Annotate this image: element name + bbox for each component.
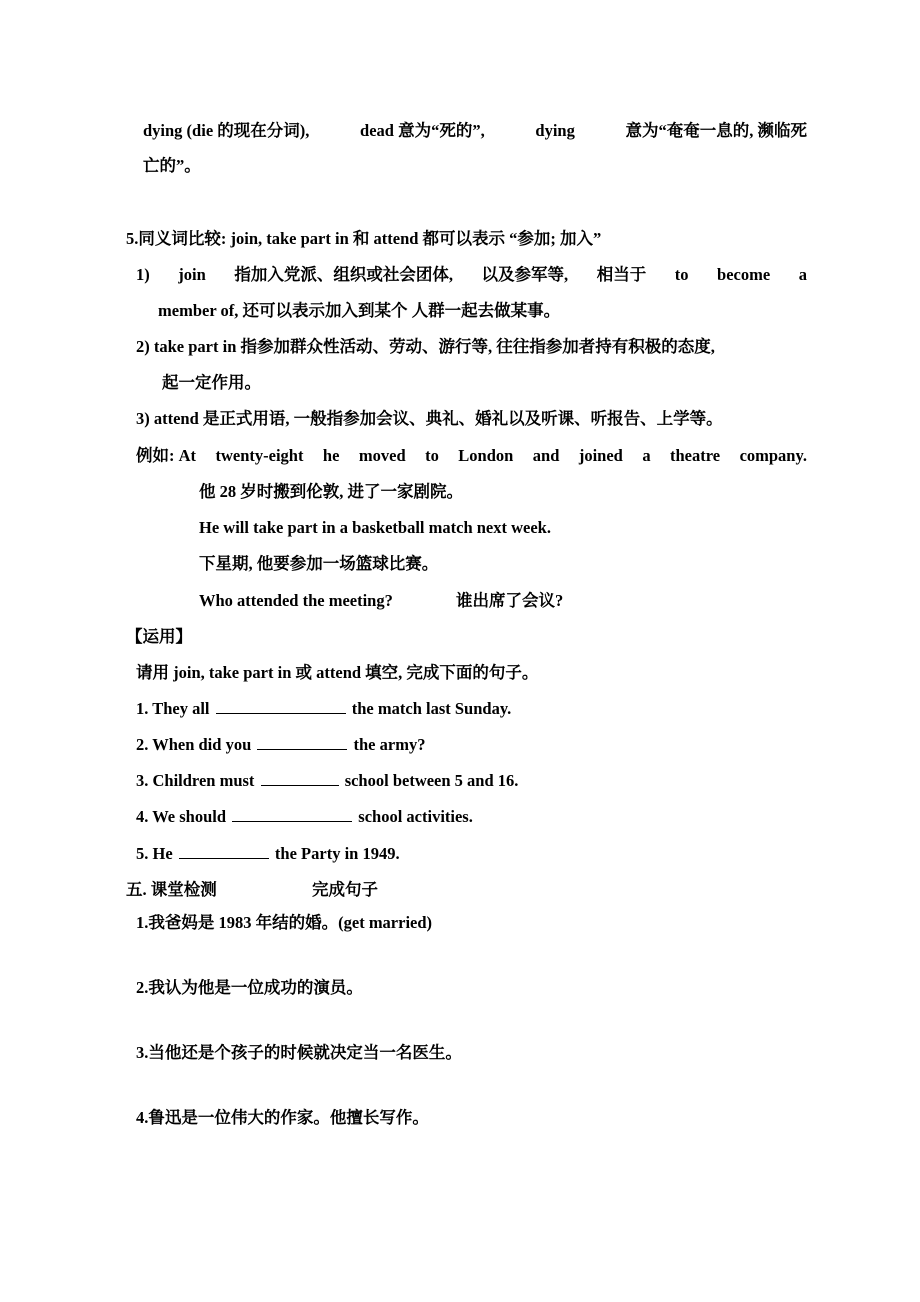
section-five-title: 五. 课堂检测 [126, 880, 217, 899]
example-word: joined [578, 446, 623, 465]
exercise-3 [136, 770, 518, 792]
exercise-2-suffix: the army? [353, 735, 426, 754]
example-en-2: He will take part in a basketball match next week. [199, 518, 551, 537]
sentence-3: 3.当他还是个孩子的时候就决定当一名医生。 [136, 1043, 462, 1062]
exercise-5-blank[interactable] [179, 844, 269, 859]
sentence-1: 1.我爸妈是 1983 年结的婚。(get married) [136, 913, 433, 932]
dying-part: dead 意为“死的”, [360, 121, 485, 140]
example-word: 例如: At [136, 446, 197, 465]
exercise-2-blank[interactable] [257, 735, 347, 750]
dying-line-1 [143, 120, 807, 142]
exercise-5-prefix: 5. He [136, 844, 173, 863]
example-word: a [642, 446, 651, 465]
usage-heading: 【运用】 [126, 627, 192, 646]
exercise-4-suffix: school activities. [358, 807, 473, 826]
sentence-4: 4.鲁迅是一位伟大的作家。他擅长写作。 [136, 1108, 429, 1127]
exercise-1 [136, 698, 511, 720]
example-word: to [425, 446, 439, 465]
item1-part: a [798, 265, 807, 284]
item1-part: become [717, 265, 771, 284]
exercise-4-prefix: 4. We should [136, 807, 227, 826]
example-en-3: Who attended the meeting? [199, 591, 393, 610]
item1-line-1 [136, 264, 807, 286]
item2-line-1: 2) take part in 指参加群众性活动、劳动、游行等, 往往指参加者持有积极的态度, [136, 337, 715, 356]
exercise-1-prefix: 1. They all [136, 699, 210, 718]
exercise-5 [136, 843, 400, 865]
dying-part: dying [535, 121, 575, 140]
dying-line-2: 亡的”。 [143, 156, 201, 175]
exercise-1-blank[interactable] [216, 699, 346, 714]
exercise-3-prefix: 3. Children must [136, 771, 255, 790]
example-word: and [532, 446, 560, 465]
example-word: theatre [670, 446, 721, 465]
item1-part: 1) [136, 265, 150, 284]
dying-part: dying (die 的现在分词), [143, 121, 310, 140]
example-word: moved [358, 446, 406, 465]
exercise-3-blank[interactable] [261, 771, 339, 786]
sentence-2: 2.我认为他是一位成功的演员。 [136, 978, 363, 997]
item1-part: 相当于 [596, 265, 647, 284]
section-five-subtitle: 完成句子 [312, 880, 378, 899]
example-cn-1: 他 28 岁时搬到伦敦, 进了一家剧院。 [199, 482, 463, 501]
exercise-4 [136, 806, 473, 828]
item1-part: 以及参军等, [481, 265, 569, 284]
example-word: twenty-eight [215, 446, 304, 465]
section5-title: 5.同义词比较: join, take part in 和 attend 都可以表示 “参加; 加入” [126, 229, 602, 248]
item1-part: to [674, 265, 689, 284]
item1-line-2: member of, 还可以表示加入到某个 人群一起去做某事。 [158, 301, 561, 320]
example-cn-2: 下星期, 他要参加一场篮球比赛。 [199, 554, 439, 573]
item1-part: join [178, 265, 206, 284]
example-line-1 [136, 445, 807, 467]
exercise-4-blank[interactable] [232, 807, 352, 822]
exercise-5-suffix: the Party in 1949. [274, 844, 400, 863]
exercise-1-suffix: the match last Sunday. [351, 699, 512, 718]
dying-part: 意为“奄奄一息的, 濒临死 [625, 121, 807, 140]
example-word: London [458, 446, 514, 465]
example-cn-3: 谁出席了会议? [456, 591, 564, 610]
example-word: he [322, 446, 340, 465]
exercise-2 [136, 734, 425, 756]
item1-part: 指加入党派、组织或社会团体, [234, 265, 453, 284]
exercise-3-suffix: school between 5 and 16. [344, 771, 519, 790]
item2-line-2: 起一定作用。 [162, 373, 261, 392]
example-word: company. [739, 446, 807, 465]
item3-line: 3) attend 是正式用语, 一般指参加会议、典礼、婚礼以及听课、听报告、上学等。 [136, 409, 723, 428]
exercise-2-prefix: 2. When did you [136, 735, 252, 754]
usage-instruction: 请用 join, take part in 或 attend 填空, 完成下面的句子。 [136, 663, 539, 682]
